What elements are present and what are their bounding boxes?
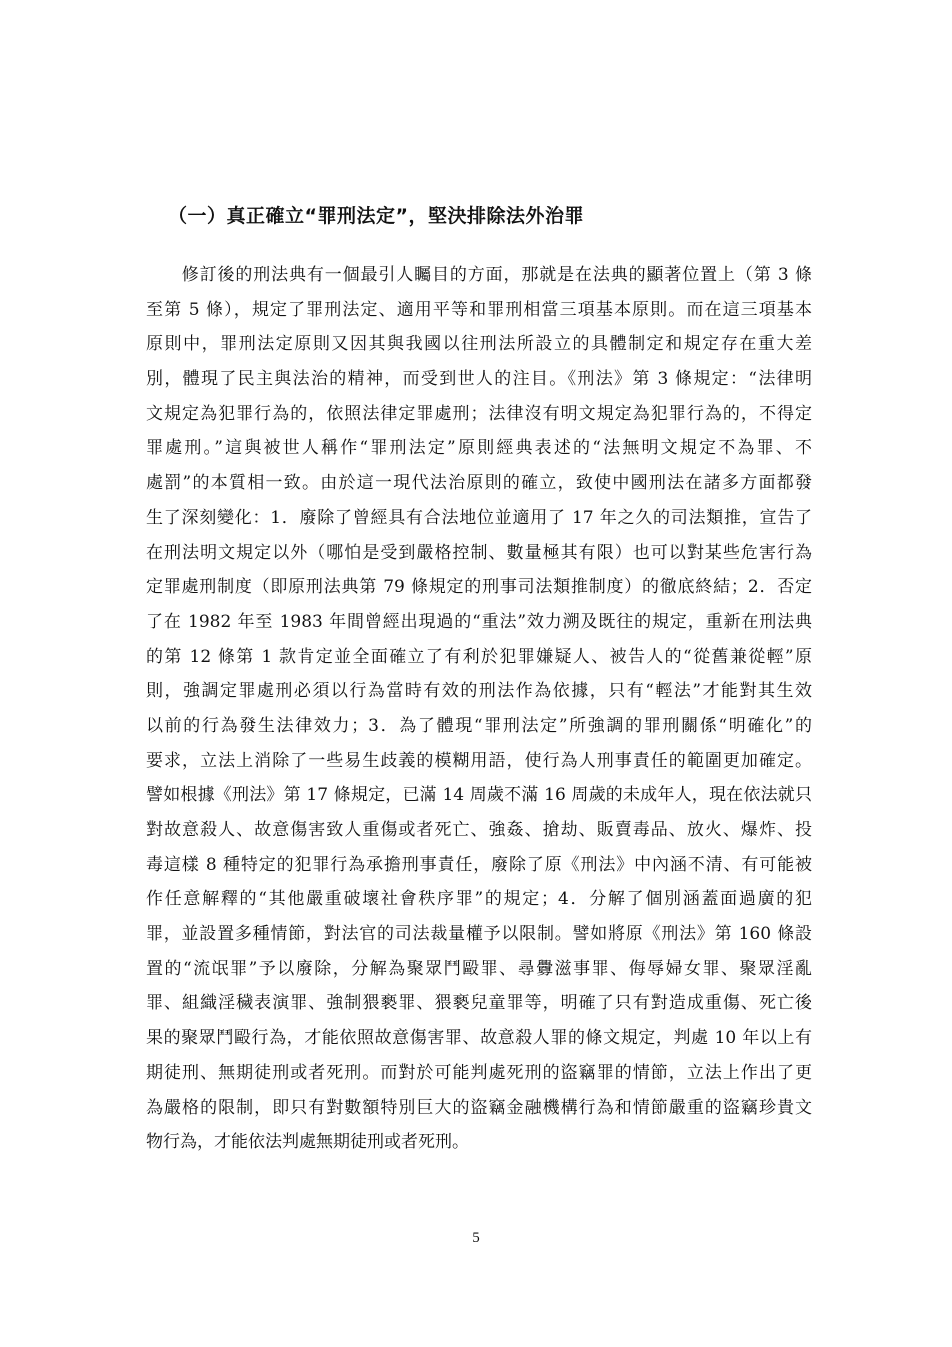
- paragraph-line: 罪，並設置多種情節，對法官的司法裁量權予以限制。譬如將原《刑法》第 160 條設: [146, 924, 812, 945]
- section-heading: （一）真正確立“罪刑法定”，堅決排除法外治罪: [168, 205, 584, 227]
- body-paragraph: [146, 258, 812, 1160]
- paragraph-line: 處罰”的本質相一致。由於這一現代法治原則的確立，致使中國刑法在諸多方面都發: [146, 473, 812, 494]
- paragraph-line: 對故意殺人、故意傷害致人重傷或者死亡、強姦、搶劫、販賣毒品、放火、爆炸、投: [146, 820, 812, 840]
- paragraph-line: 原則中，罪刑法定原則又因其與我國以往刑法所設立的具體制定和規定存在重大差: [146, 334, 812, 355]
- paragraph-line: 物行為，才能依法判處無期徒刑或者死刑。: [146, 1132, 469, 1153]
- paragraph-line: 則，強調定罪處刑必須以行為當時有效的刑法作為依據，只有“輕法”才能對其生效: [146, 681, 812, 702]
- paragraph-line: 毒這樣 8 種特定的犯罪行為承擔刑事責任，廢除了原《刑法》中內涵不清、有可能被: [146, 854, 812, 875]
- paragraph-line: 以前的行為發生法律效力；3．為了體現“罪刑法定”所強調的罪刑關係“明確化”的: [146, 715, 812, 736]
- paragraph-line: 果的聚眾鬥毆行為，才能依照故意傷害罪、故意殺人罪的條文規定，判處 10 年以上有: [146, 1028, 812, 1049]
- paragraph-line: 置的“流氓罪”予以廢除，分解為聚眾鬥毆罪、尋釁滋事罪、侮辱婦女罪、聚眾淫亂: [146, 958, 812, 979]
- paragraph-line: 了在 1982 年至 1983 年間曾經出現過的“重法”效力溯及既往的規定，重新在刑法典: [146, 611, 812, 632]
- paragraph-line: 定罪處刑制度（即原刑法典第 79 條規定的刑事司法類推制度）的徹底終結；2．否定: [146, 577, 812, 598]
- paragraph-line: 生了深刻變化：1．廢除了曾經具有合法地位並適用了 17 年之久的司法類推，宣告了: [146, 507, 812, 528]
- paragraph-line: 在刑法明文規定以外（哪怕是受到嚴格控制、數量極其有限）也可以對某些危害行為: [146, 542, 812, 563]
- paragraph-line: 的第 12 條第 1 款肯定並全面確立了有利於犯罪嫌疑人、被告人的“從舊兼從輕”原: [146, 646, 812, 667]
- page-number: 5: [472, 1230, 480, 1246]
- paragraph-line: 修訂後的刑法典有一個最引人矚目的方面，那就是在法典的顯著位置上（第 3 條: [146, 265, 812, 285]
- paragraph-line: 譬如根據《刑法》第 17 條規定，已滿 14 周歲不滿 16 周歲的未成年人，現在依法就只: [146, 785, 812, 806]
- paragraph-line: 要求，立法上消除了一些易生歧義的模糊用語，使行為人刑事責任的範圍更加確定。: [146, 750, 812, 771]
- paragraph-line: 罪、組織淫穢表演罪、強制猥褻罪、猥褻兒童罪等，明確了只有對造成重傷、死亡後: [146, 993, 812, 1014]
- paragraph-line: 為嚴格的限制，即只有對數額特別巨大的盜竊金融機構行為和情節嚴重的盜竊珍貴文: [146, 1097, 812, 1118]
- paragraph-line: 罪處刑。”這與被世人稱作“罪刑法定”原則經典表述的“法無明文規定不為罪、不: [146, 438, 812, 459]
- paragraph-line: 至第 5 條），規定了罪刑法定、適用平等和罪刑相當三項基本原則。而在這三項基本: [146, 299, 812, 320]
- paragraph-line: 作任意解釋的“其他嚴重破壞社會秩序罪”的規定；4．分解了個別涵蓋面過廣的犯: [146, 889, 812, 910]
- paragraph-line: 文規定為犯罪行為的，依照法律定罪處刑；法律沒有明文規定為犯罪行為的，不得定: [146, 403, 812, 424]
- paragraph-line: 期徒刑、無期徒刑或者死刑。而對於可能判處死刑的盜竊罪的情節，立法上作出了更: [146, 1062, 812, 1083]
- paragraph-line: 別，體現了民主與法治的精神，而受到世人的注目。《刑法》第 3 條規定：“法律明: [146, 369, 812, 390]
